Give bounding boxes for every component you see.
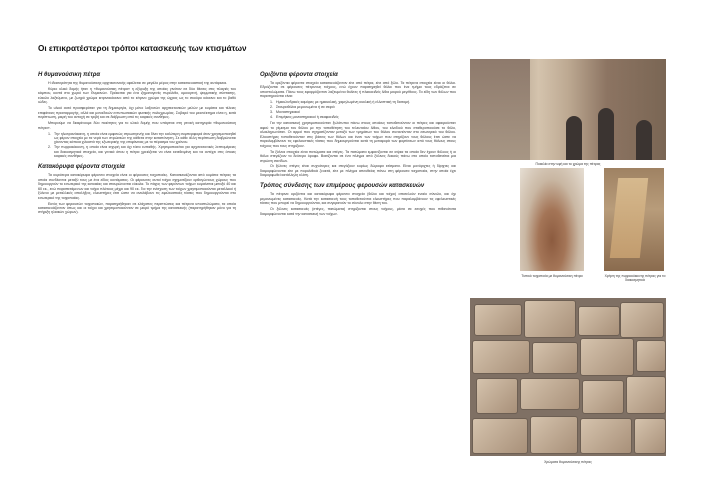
paragraph: Τα κυριότερα κατακόρυφα φέροντα στοιχεία είναι οι φέρουσες τοιχοποιίες. Κατασκευάζονται από κυμάτια πέτρας τα οποία συνδέονται μεταξύ τους με ένα είδος κονιάματος. Οι φέρουσες αυτοί τοίχοι σχηματίζουν ορθογώνιους χώρους που δημιουργούν το εσωτερικό της κατοικίας και σταυρώνονται εύκολα. Το πάχος των φερόντων τοίχων κυμαίνεται μεταξύ 40 και 60 εκ., ενώ παραπετάμενων και τοίχοι πλάτους μέχρι και 90 εκ. Για την ενίσχυση των τοίχων χρησιμοποιούνται μεταλλικοί ή ξύλινοι με μεταλλικές απολήξεις, ελκυστήρες έτσι ώστε να αναλάβουν τις εφελκυστικές τάσεις που δημιουργούνται στο εσωτερικό της τοιχοποιίας. (38, 173, 236, 200)
text-column-middle (260, 72, 456, 218)
section-heading-stone: Η θυμανούσικη πέτρα (38, 72, 101, 78)
caption-photo-1: Ποικιλία στην υφή και το χρώμα της πέτρας (535, 162, 601, 166)
paragraph: Το υλικό αυτό προσφερόταν για τη δημιουργία, όχι μόνο λαξευτών αρχιτεκτονικών μελών με κυμάτια και τέλειες επιφάνειες προσαρμογής, αλλά και μοναδικών εντυπωσιακών φυσικής πολυχρωμίας. Σοβαρό του μειονέκτημα είναι η, κατά περίπτωση, μικρή του αντοχή σε τριβή και σε διάβρωση από τις καιρικές συνθήκες. (38, 106, 236, 120)
paragraph: Για την κατασκευή χρησιμοποιούνταν ξυλότυποι πάνω στους οποίους τοποθετούνταν οι πέτρες και αφαιρούνταν αφού το γέμισμα του θόλου με την τοποθέτηση του τελευταίου λίθου, του κλειδιού που σταθεροποιούσε το θόλο, ολοκληρωνόταν. Οι αρμοί που σχηματίζονταν μεταξύ των τμημάτων του θόλου συνανιόνταν στο εσωτερικό του θόλου. Ελκυστήρες τοποθετούνταν στις βάσεις των θόλων και έναν των τοίχων που στηρίζουν τους θόλους έτσι ώστε να παραλαμβάνουν τις εφελκυστικές τάσεις που δημιουργούνται κατά τη μεταφορά των φορτίσεων από τους θόλους στους τοίχους που τους στηρίζουν. (260, 121, 456, 148)
paragraph: Οι ξύλινες στέγες είναι συχνότερες και στεγάζουν κυρίως δώροφα κτίσματα. Είναι μονόριχτες ή δίριχτες και διαμορφώνονται είτε με πορολιθικά ζευκτά, είτε με πλέγμα απευθείας πάνω στη φέρουσα τοιχοποιία, στην οποία έχει διαμορφωθεί κατάλληλη κλίση. (260, 164, 456, 178)
section-heading-connection: Τρόπος σύνδεσης των επιμέρους φερουσών κατασκευών (260, 183, 425, 190)
section-heading-horizontal: Οριζόντια φέροντα στοιχεία (260, 72, 338, 78)
list-item: 1. Ημικυλινδρικές καμάρες με ημικυκλική, χαμηλωμένη κυκλική ή ελλειπτική τη διατομή. (274, 100, 456, 104)
photo-decorative-stone (604, 168, 664, 271)
photo-stone-pile (470, 298, 666, 456)
paragraph: Εκτός των φερουσών τοιχοποιιών, παρατηρήθηκαν σε ελάχιστες περιπτώσεις και πέτρινα υποστυλώματα, τα οποία κατασκευάζονταν όπως και οι τοίχοι και χρησιμοποιούνταν σε μικρό τμήμα της κατασκευής (παρατηρήθηκαν μόνο για τη στήριξη ηλιακών χώρων). (38, 201, 236, 215)
paragraph: Οι ξύλινες κατασκευές (στέγες, πατώματα) στηρίζονται στους τοίχους, μέσα σε εσοχές που πιθανότατα διαμορφώνονται κατά την κατασκευή των τοίχων. (260, 207, 456, 216)
caption-photo-4: Χρώματα θυμανούσικης πέτρας (544, 460, 592, 464)
paragraph: Τα ξύλινα στοιχεία είναι πατώματα και στέγες. Τα πατώματα εμφανίζονται σε κτίρια τα οποία δεν έχουν θόλους ή οι θόλοι στεγάζουν το δεύτερο όροφο. Βασίζονται σε ένα πλέγμα από ξύλινες δοκούς πάνω στο οποίο τοποθετείται μια στρώση σανίδων. (260, 149, 456, 163)
page-title: Οι επικρατέστεροι τρόποι κατασκευής των κτισμάτων (38, 44, 247, 53)
stone-types-list (38, 132, 236, 159)
photo-masonry-wall (520, 168, 584, 271)
text-column-left (38, 72, 236, 216)
photo-stone-facade (470, 59, 666, 160)
paragraph: Μπορούμε να διακρίνουμε δύο ποιότητες για το υλικό δομής που υπάγεται στη γενική κατηγορία «θυμανούσικη πέτρα». (38, 121, 236, 130)
caption-photo-3: Χρήση της πυρροκόκκινης πέτρας για τα διακοσμητικά (604, 274, 666, 282)
list-item: 1. Την ηλιοτρανόκαινη, η οποία είναι εμφανώς στρωσιγενής και δίνει την καλύτερη συμπεριφορά όταν χρησιμοποιηθεί ως φέρον στοιχείο με τα νερά των στρώσεών της κάθετα στην καταπόνηση. Σε κάθε άλλη περίπτωση διαβρώνεται χάνοντας κάποια χιλιοστά της εξωτερικής της επιφάνειας με το πέρασμα του χρόνου. (52, 132, 236, 145)
list-item: 2. Την πυρροκόκκινη, η οποία είναι ισχυρή και όχι τόσο ευπαθής. Χρησιμοποιείται για αρχιτεκτονικές λεπτομέρειες και διακοσμητικά στοιχεία, και γενικά όπου η πέτρα χρειάζεται να είναι εκτεθειμένη και να αντέχει στις όποιες καιρικές συνθήκες. (52, 145, 236, 158)
caption-photo-2: Τυπικό τοιχοποιία με θυμανούσικη πέτρα (521, 274, 583, 278)
list-item: 3. Μοναστηριακοί (274, 110, 456, 114)
paragraph: Τα οριζόντια φέροντα στοιχεία κατασκευάζονταν είτε από πέτρα, είτε από ξύλο. Τα πέτρινα στοιχεία είναι οι θόλοι. Εδράζονται σε φέρουσες πέτρινους τοίχους, ενώ έχουν παρατηρηθεί θόλοι που ένα τμήμα τους εδράζεται σε υποστυλώματα. Πάνω τους εφαρμόζονταν λαξευμένοι θολίτες ή πλακοειδείς λίθοι μικρού μεγέθους. Τα είδη των θόλων που παρατηρούνται είναι: (260, 81, 456, 99)
list-item: 4. Επιμήκεις μοναστηριακοί ή σκαφοειδείς (274, 115, 456, 119)
vault-types-list (260, 100, 456, 120)
paragraph: Κύριο υλικό δομής ήταν η «θυμανούσικη πέτρα» η εξόρυξη της οποίας γινόταν σε δύο θέσεις στις πλαγιές του κάμπου, κοντά στο χωριό των Θυμιανών. Πρόκειται για ένα ιζηματογενές πυρόλιθο, ομοιογενή, ψαμμιτικής σύστασης, εύκολο λαξεύμενο, με ζωηρό χρώμα κιτρινοκόκκινο από το κίτρινο χρώμα της ώχρας ως το σκούρο κόκκινο και το βαθύ ιώδες. (38, 86, 236, 105)
paragraph: Τα πέτρινα οριζόντια και κατακόρυφα φέροντα στοιχεία (θόλοι και τοίχοι) αποτελούν ενιαίο σύνολο, και όχι μεμονωμένες κατασκευές. Κατά την κατασκευή τους τοποθετούνται ελκυστήρες που παραλαμβάνουν τις εφελκυστικές τάσεις που μπορεί να δημιουργούνται, και συγκρατούν το σύνολο στην θέση του. (260, 192, 456, 206)
paragraph: Η ιδιαιτερότητα της θυμανούσικης αρχιτεκτονικής οφείλεται σε μεγάλο μέρος στην κατασκευαστική της αυτάρκεια. (48, 81, 228, 85)
section-heading-vertical: Κατακόρυφα φέροντα στοιχεία (38, 164, 125, 171)
list-item: 2. Σταυροθόλια μεμονωμένα ή σε σειρά (274, 105, 456, 109)
